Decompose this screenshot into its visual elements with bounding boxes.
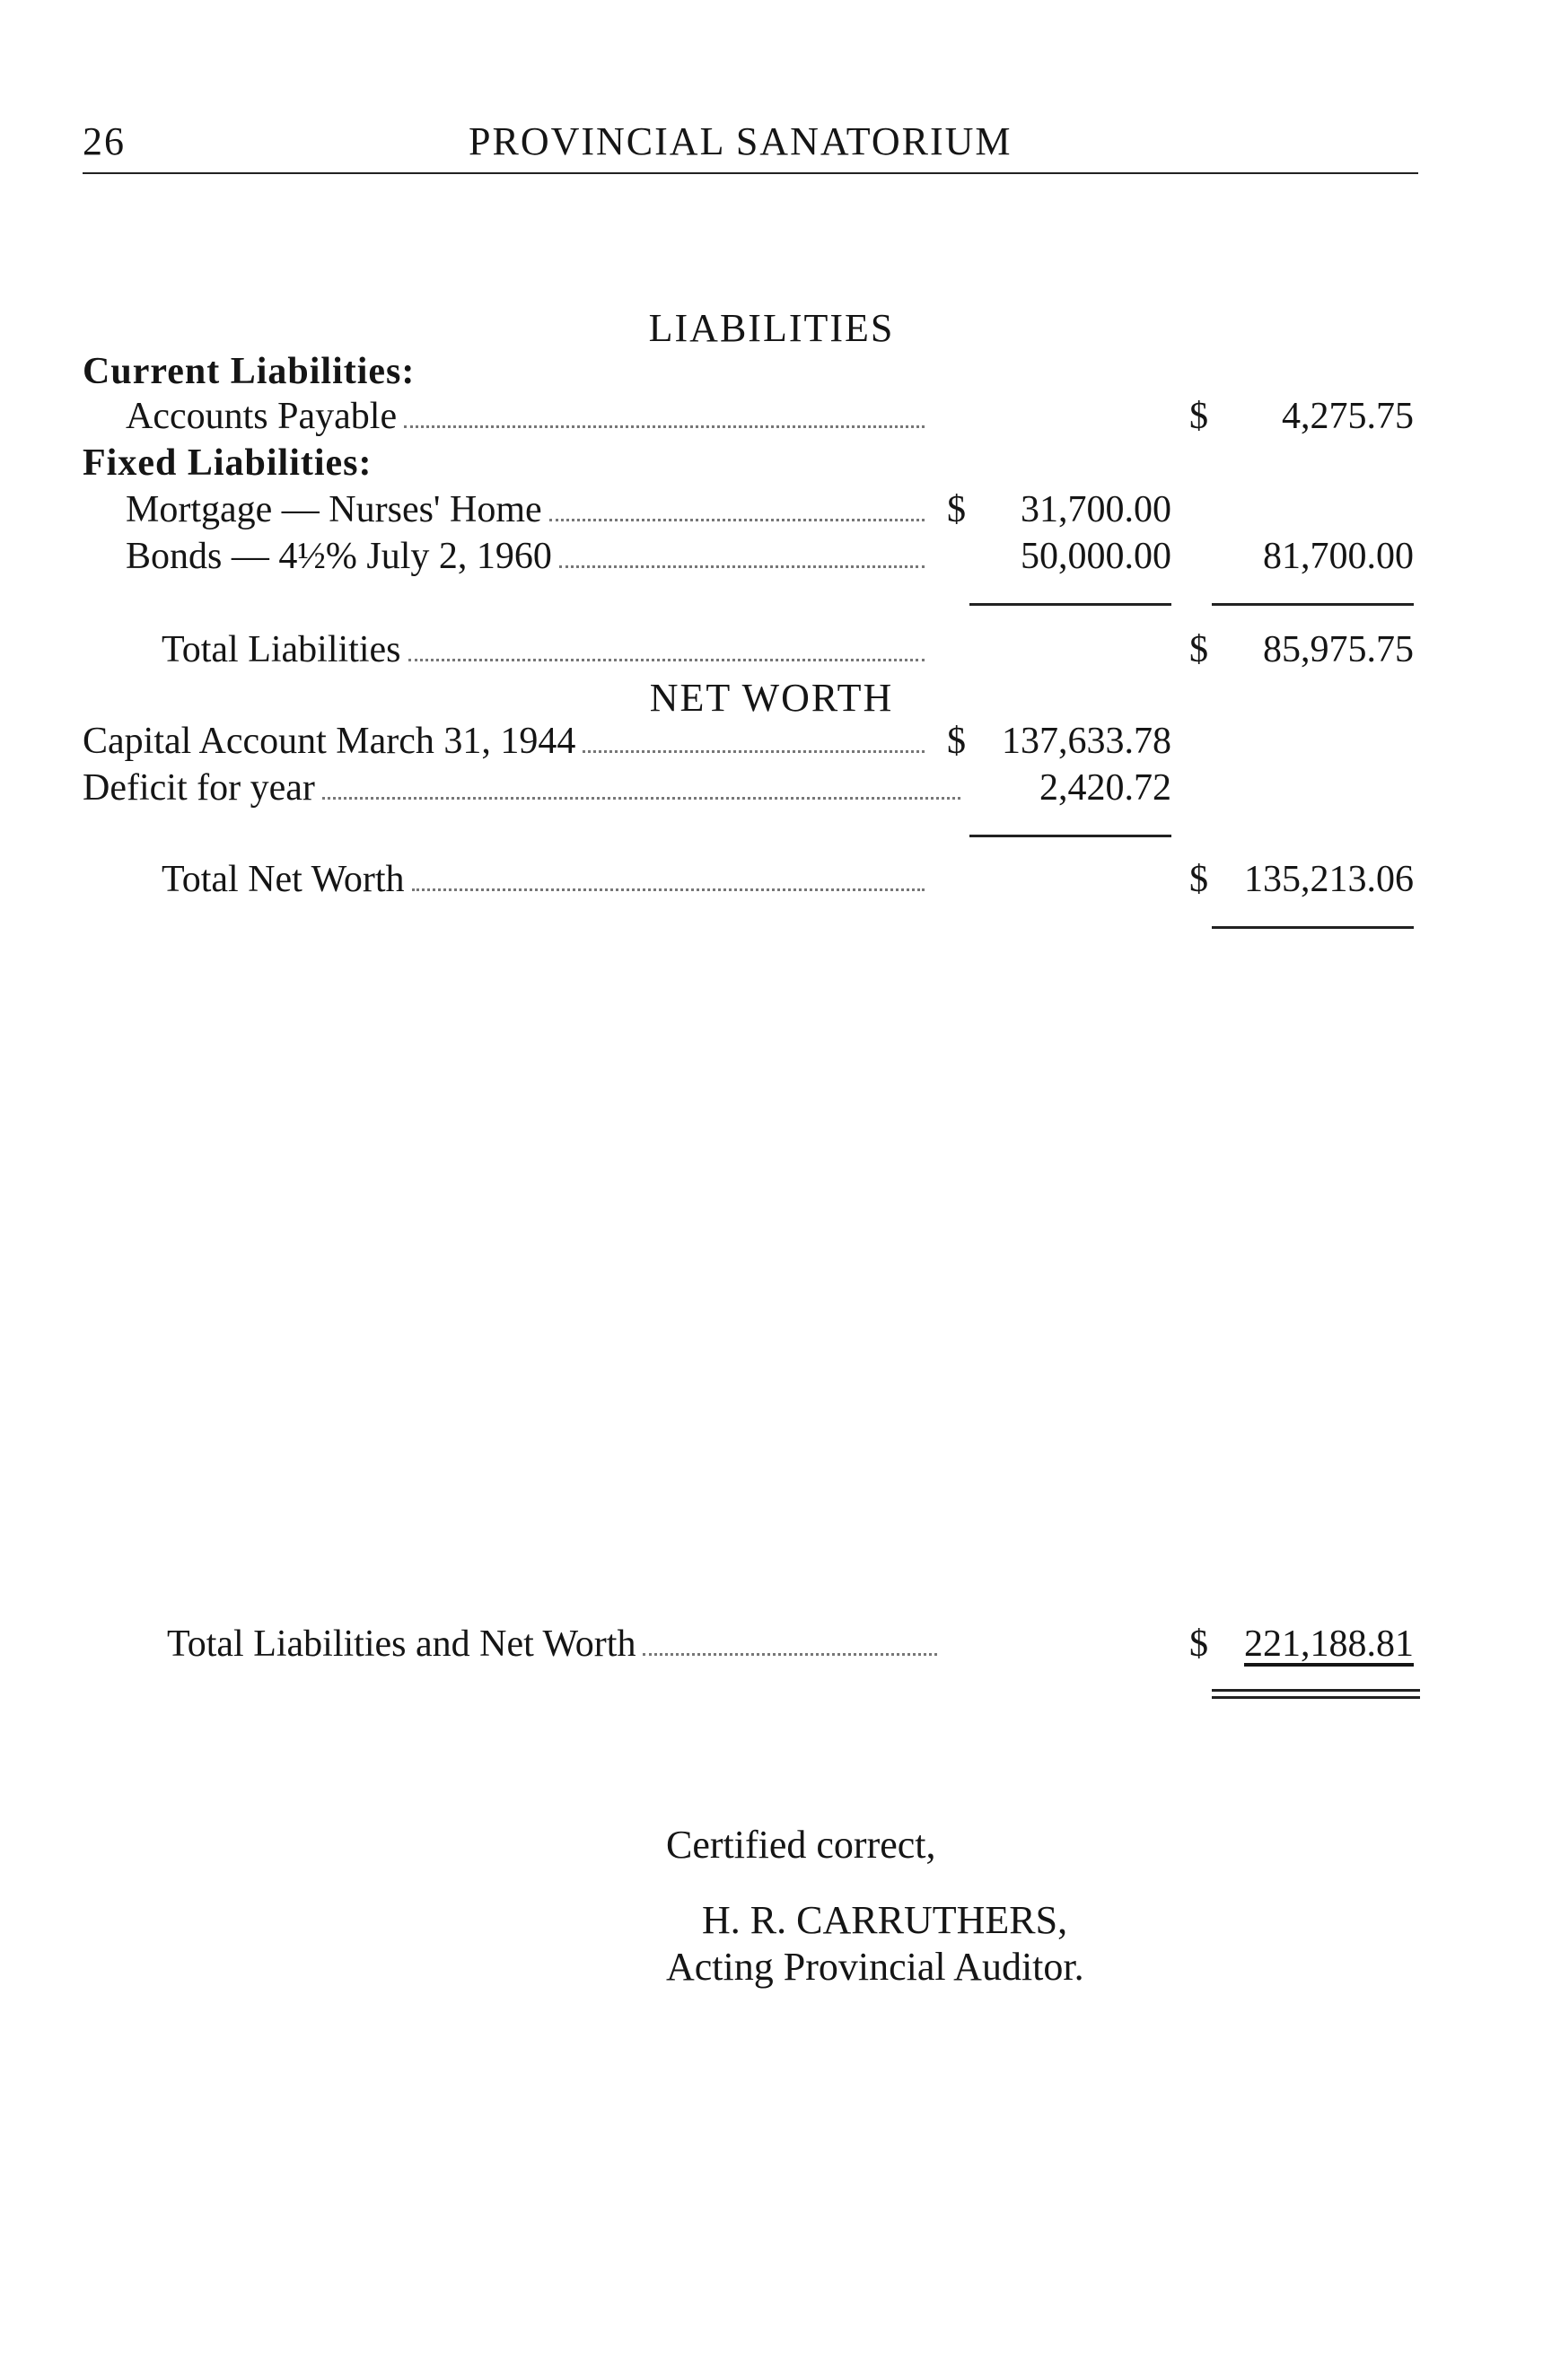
leader-dots — [404, 425, 925, 428]
deficit-amount: 2,420.72 — [1039, 767, 1171, 809]
capital-account-amount: 137,633.78 — [1002, 721, 1171, 762]
bonds-row — [126, 535, 925, 582]
fixed-liabilities-total: 81,700.00 — [1263, 536, 1414, 577]
grand-total-row — [167, 1623, 937, 1669]
total-liabilities-label: Total Liabilities — [162, 629, 401, 670]
total-net-worth-row — [162, 858, 925, 905]
total-rule — [1212, 926, 1414, 929]
total-net-worth-label: Total Net Worth — [162, 859, 405, 900]
liabilities-title: LIABILITIES — [648, 306, 895, 350]
accounts-payable-label: Accounts Payable — [126, 396, 398, 437]
certification-line: Certified correct, — [666, 1823, 936, 1867]
fixed-liabilities-heading: Fixed Liabilities: — [83, 442, 373, 484]
mortgage-row — [126, 488, 925, 535]
grand-total-label: Total Liabilities and Net Worth — [167, 1623, 636, 1665]
mortgage-label: Mortgage — Nurses' Home — [126, 489, 542, 530]
capital-account-currency: $ — [947, 721, 966, 762]
leader-dots — [322, 797, 960, 800]
leader-dots — [583, 750, 925, 753]
bonds-label: Bonds — 4½% July 2, 1960 — [126, 536, 552, 577]
capital-account-row — [83, 720, 925, 766]
mortgage-amount: 31,700.00 — [1021, 489, 1171, 530]
current-liabilities-heading: Current Liabilities: — [83, 351, 416, 392]
double-rule-bottom — [1212, 1696, 1420, 1699]
capital-account-label: Capital Account March 31, 1944 — [83, 721, 576, 762]
double-rule-top — [1212, 1689, 1420, 1692]
subtotal-rule — [969, 835, 1171, 837]
running-title: PROVINCIAL SANATORIUM — [469, 119, 1013, 163]
accounts-payable-currency: $ — [1189, 396, 1208, 437]
leader-dots — [549, 519, 925, 521]
grand-total-amount: 221,188.81 — [1244, 1623, 1414, 1665]
leader-dots — [643, 1653, 937, 1656]
total-liabilities-total: 85,975.75 — [1263, 629, 1414, 670]
total-net-worth-total: 135,213.06 — [1244, 859, 1414, 900]
deficit-label: Deficit for year — [83, 767, 315, 809]
accounts-payable-total: 4,275.75 — [1282, 396, 1414, 437]
auditor-title: Acting Provincial Auditor. — [666, 1945, 1084, 1989]
leader-dots — [559, 565, 925, 568]
auditor-name: H. R. CARRUTHERS, — [702, 1898, 1068, 1942]
net-worth-title: NET WORTH — [649, 676, 894, 720]
leader-dots — [408, 659, 925, 661]
bonds-amount: 50,000.00 — [1021, 536, 1171, 577]
subtotal-rule — [969, 603, 1171, 606]
subtotal-rule — [1212, 603, 1414, 606]
accounts-payable-row — [126, 395, 925, 442]
grand-total-currency: $ — [1189, 1623, 1208, 1665]
page-number: 26 — [83, 119, 126, 163]
total-net-worth-currency: $ — [1189, 859, 1208, 900]
deficit-row — [83, 766, 960, 813]
mortgage-currency: $ — [947, 489, 966, 530]
total-liabilities-row — [162, 628, 925, 675]
leader-dots — [412, 888, 925, 891]
total-liabilities-currency: $ — [1189, 629, 1208, 670]
header-rule — [83, 172, 1418, 174]
